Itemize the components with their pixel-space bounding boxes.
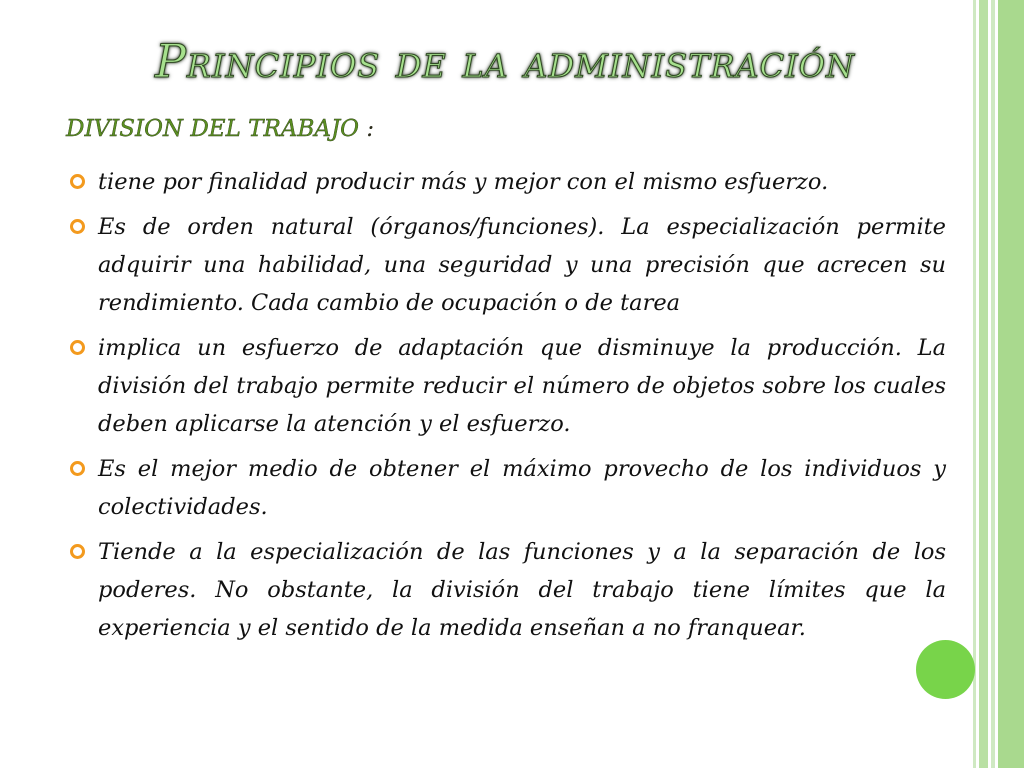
bullet-text: Tiende a la especialización de las funciones y a la separación de los poderes. No obstante, la división del trabajo tiene límites que la experiencia y el sentido de la medida enseñan a no franquear. [98, 539, 946, 641]
bullet-icon [70, 461, 85, 476]
bullet-item [68, 533, 946, 647]
bullet-item [68, 329, 946, 443]
bullet-item [68, 208, 946, 322]
bullet-text: implica un esfuerzo de adaptación que disminuye la producción. La división del trabajo permite reducir el número de objetos sobre los cuales deben aplicarse la atención y el esfuerzo. [98, 335, 946, 437]
section-heading-colon: : [359, 116, 375, 142]
green-circle-icon [916, 640, 975, 699]
bullet-text: tiene por finalidad producir más y mejor con el mismo esfuerzo. [98, 169, 829, 195]
bullet-list [68, 163, 946, 654]
bullet-icon [70, 174, 85, 189]
bullet-item [68, 163, 946, 201]
right-stripe-decoration [979, 0, 988, 768]
right-stripe-decoration [998, 0, 1024, 768]
section-heading-text: DIVISION DEL TRABAJO [66, 116, 360, 142]
bullet-text: Es de orden natural (órganos/funciones). La especialización permite adquirir una habilidad, una seguridad y una precisión que acrecen su rendimiento. Cada cambio de ocupación o de tarea [98, 214, 946, 316]
section-heading [66, 116, 374, 142]
bullet-icon [70, 544, 85, 559]
bullet-icon [70, 340, 85, 355]
right-stripe-decoration [991, 0, 995, 768]
slide-title: Principios de la administración [154, 34, 856, 88]
bullet-item [68, 450, 946, 526]
right-stripe-decoration [973, 0, 976, 768]
bullet-text: Es el mejor medio de obtener el máximo provecho de los individuos y colectividades. [98, 456, 946, 520]
bullet-icon [70, 219, 85, 234]
